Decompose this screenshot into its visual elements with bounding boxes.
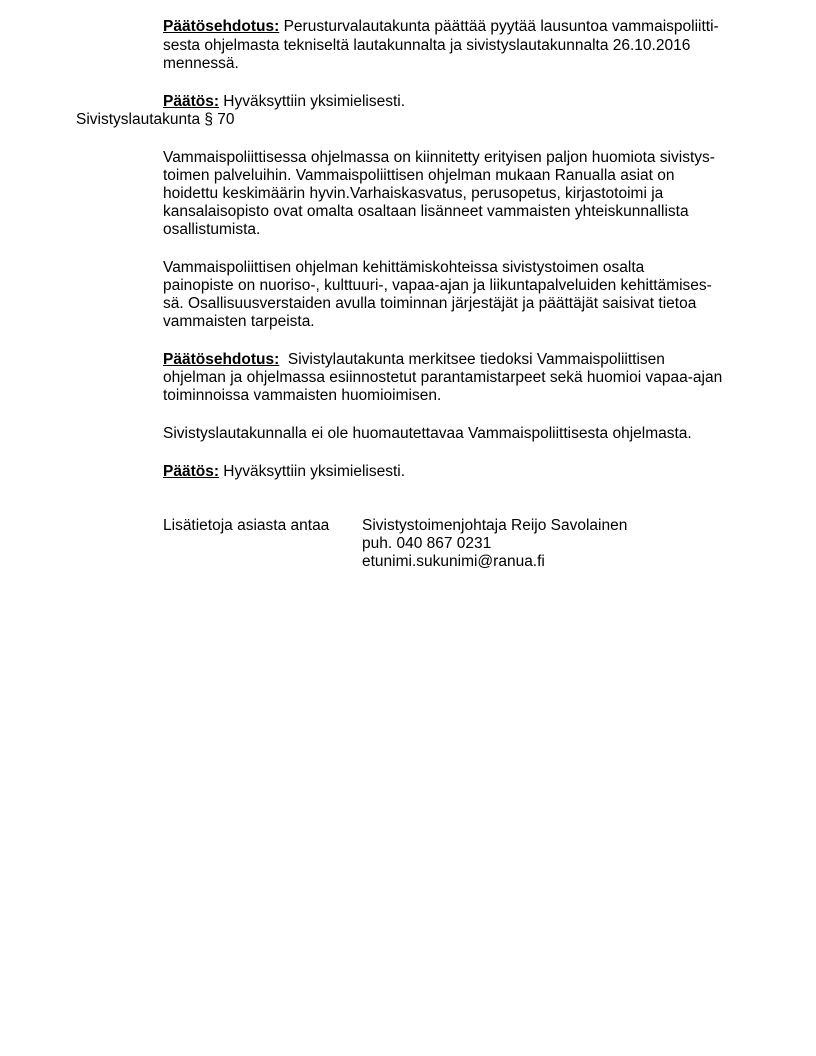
decision-label: Päätös: [163, 93, 219, 110]
contact-name: Sivistystoimenjohtaja Reijo Savolainen [362, 517, 628, 534]
proposal-text: Sivistylautakunta merkitsee tiedoksi Vammaispoliittisen [279, 351, 665, 368]
section-heading: Sivistyslautakunta § 70 [76, 111, 235, 128]
paragraph-2-line-1: Vammaispoliittisen ohjelman kehittämiskohteissa sivistystoimen osalta [163, 259, 645, 276]
proposal-2-line-1 [163, 351, 665, 370]
decision-text: Hyväksyttiin yksimielisesti. [219, 93, 406, 110]
paragraph-1-line-2: toimen palveluihin. Vammaispoliittisen ohjelman mukaan Ranualla asiat on [163, 167, 675, 184]
paragraph-2-line-3: sä. Osallisuusverstaiden avulla toiminnan järjestäjät ja päättäjät saisivat tietoa [163, 295, 697, 312]
paragraph-1-line-5: osallistumista. [163, 221, 261, 238]
proposal-label: Päätösehdotus: [163, 351, 280, 368]
statement: Sivistyslautakunnalla ei ole huomautettavaa Vammaispoliittisesta ohjelmasta. [163, 425, 692, 442]
contact-label: Lisätietoja asiasta antaa [163, 517, 330, 534]
decision-label: Päätös: [163, 463, 219, 480]
proposal-2-line-2: ohjelman ja ohjelmassa esiinnostetut parantamistarpeet sekä huomioi vapaa-ajan [163, 369, 723, 386]
paragraph-2-line-2: painopiste on nuoriso-, kulttuuri-, vapaa-ajan ja liikuntapalveluiden kehittämises- [163, 277, 712, 294]
proposal-1-line-3: mennessä. [163, 55, 239, 72]
proposal-1-line-1 [163, 18, 719, 37]
proposal-1-line-2: sesta ohjelmasta tekniseltä lautakunnalta ja sivistyslautakunnalta 26.10.2016 [163, 37, 691, 54]
proposal-label: Päätösehdotus: [163, 18, 280, 35]
proposal-2-line-3: toiminnoissa vammaisten huomioimisen. [163, 387, 442, 404]
decision-1 [163, 93, 405, 112]
decision-2 [163, 463, 405, 482]
paragraph-1-line-1: Vammaispoliittisessa ohjelmassa on kiinnitetty erityisen paljon huomiota sivistys- [163, 149, 715, 166]
paragraph-1-line-4: kansalaisopisto ovat omalta osaltaan lisänneet vammaisten yhteiskunnallista [163, 203, 689, 220]
contact-phone: puh. 040 867 0231 [362, 535, 492, 552]
paragraph-2-line-4: vammaisten tarpeista. [163, 313, 315, 330]
proposal-text: Perusturvalautakunta päättää pyytää lausuntoa vammaispoliitti- [279, 18, 719, 35]
decision-text: Hyväksyttiin yksimielisesti. [219, 463, 406, 480]
paragraph-1-line-3: hoidettu keskimäärin hyvin.Varhaiskasvatus, perusopetus, kirjastotoimi ja [163, 185, 664, 202]
contact-email: etunimi.sukunimi@ranua.fi [362, 553, 545, 570]
